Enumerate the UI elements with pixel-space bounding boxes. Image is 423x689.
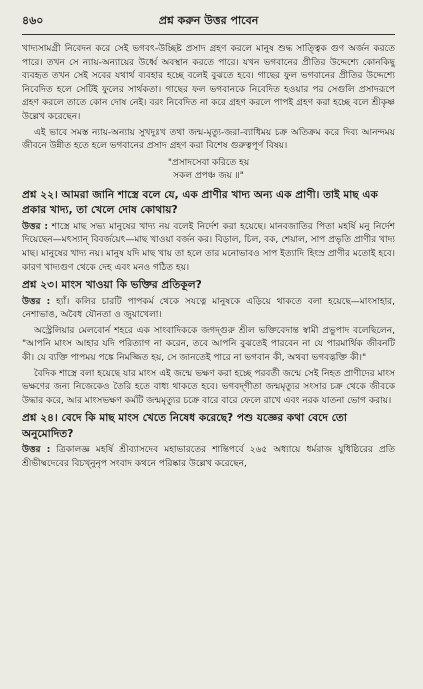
paragraph-prasad: খাদ্যসামগ্রী নিবেদন করে সেই ভগবৎ-উচ্ছিষ্ট প্রসাদ গ্রহণ করলে মানুষ শুদ্ধ সাত্ত্বিক গুণ অর্জন করতে পারে। তখন সে ন্যায়-অন্যায়ের উর্ধ্বে অবস্থান করতে পারে। যখন ভগবানের প্রীতির উদ্দেশ্যে কোনকিছু ব্যবহৃত তখন সেই সবের যথার্থ ব্যবহার হচ্ছে বলেই বুঝতে হবে। গাছের ফুল ভগবানের প্রীতির উদ্দেশ্যে নিবেদিত হলে সেটিই ফুলের সার্থকতা। গাছের ফল ভগবানকে নিবেদিত হওয়ার পর সেগুলি প্রসাদরূপে গ্রহণ করলে তাতে কোন দোষ নেই। বরং নিবেদিত না করে গ্রহণ করলে পাপই গ্রহণ করা হচ্ছে বলে শ্রীকৃষ্ণ উল্লেখ করেছেন। (22, 44, 395, 122)
question-24 (22, 411, 395, 442)
answer-24-label: উত্তর : (22, 445, 51, 456)
answer-22-label: উত্তর : (22, 221, 49, 232)
page-number: ৪৬০ (22, 13, 44, 27)
paragraph-prasad-importance: এই ভাবে সমস্ত ন্যায়-অন্যায় সুখদুঃখ তথা জন্ম-মৃত্যু-জরা-ব্যাধিময় চক্র অতিক্রম করে দিব্য আনন্দময় জীবনে উন্নীত হতে হলে ভগবানের প্রসাদ গ্রহণ করা বিশেষ গুরুত্বপূর্ণ বিষয়। (22, 127, 395, 152)
question-22-text: আমরা জানি শাস্ত্রে বলে যে, এক প্রাণীর খাদ্য অন্য এক প্রাণী। তাই মাছ এক প্রকার খাদ্য, তা খেলে দোষ কোথায়? (22, 188, 378, 217)
page-body (22, 43, 395, 472)
question-23-label: প্রশ্ন ২৩। (22, 279, 58, 292)
question-22 (22, 188, 395, 219)
answer-23 (22, 296, 395, 323)
question-24-label: প্রশ্ন ২৪। (22, 412, 58, 425)
answer-24 (22, 444, 395, 471)
answer-24-text: ত্রিকালজ্ঞ মহর্ষি শ্রীব্যাসদেব মহাভারতের শান্তিপর্বে ২৬৫ অধ্যায়ে ধর্মরাজ যুধিষ্ঠিরের প্রতি শ্রীভীষ্মদেবের বিচখ্নুনৃপ সংবাদ কথনে পরিষ্কার উল্লেখ করেছেন, (22, 445, 395, 469)
answer-22-text: শাস্ত্রে মাছ সভ্য মানুষের খাদ্য নয় বলেই নির্দেশ করা হয়েছে। মানবজাতির পিতা মহর্ষি মনু নির্দেশ দিয়েছেন—মৎস্যান্‌ বিবর্জয়েৎ—মাছ খাওয়া বর্জন কর। বিড়াল, চিল, বক, শেয়াল, সাপ প্রভৃতি প্রাণীর খাদ্য মাছ। মানুষের খাদ্য নয়। মানুষ যদি মাছ খায় তা হলে তার মনোভাবও সাপ ইত্যাদি হিংস্র প্রাণীর মতোই হবে। কারণ খাদ্যগুণ থেকে দেহ এবং মনও গঠিত হয়। (22, 221, 395, 273)
question-23-text: মাংস খাওয়া কি ভক্তির প্রতিকূল? (57, 279, 202, 292)
verse-line-1: "প্রসাদসেবা করিতে হয় (167, 157, 250, 168)
paragraph-prabhupada-quote: অস্ট্রেলিয়ার মেলবোর্ন শহরে এক সাংবাদিককে জগদ্‌গুরু শ্রীল ভক্তিবেদান্ত স্বামী প্রভুপাদ বলেছিলেন, "আপনি মাংস আহার যদি পরিত্যাগ না করেন, তবে আপনি বুঝতেই পারবেন না যে পারমার্থিক জীবনটি কী। যে ব্যক্তি পাপময় পঙ্কে নিমজ্জিত হয়, সে জানতেই পারে না ভগবান কী, অথবা ভগবদ্ভক্তি কী।" (22, 325, 395, 363)
header-divider (22, 34, 395, 35)
question-24-text: বেদে কি মাছ মাংস খেতে নিষেধ করেছে? পশু যজ্ঞের কথা বেদে তো অনুমোদিত? (22, 412, 347, 440)
verse-quote (22, 157, 395, 184)
verse-line-2: সকল প্রপঞ্চ জয় ॥" (173, 171, 244, 182)
question-23 (22, 278, 395, 294)
paragraph-vedic-scripture: বৈদিক শাস্ত্রে বলা হয়েছে যার মাংস এই জন্মে ভক্ষণ করা হচ্ছে পরবর্তী জন্মে সেই নিহত প্রাণীদের মাংস ভক্ষণের জন্য নিজেকেও তৈরি হতে বাধ্য থাকতে হবে। ভগবদ্‌গীতা জন্মমৃত্যুর সংসার চক্র থেকে জীবকে উদ্ধার করে, আর মাংসভক্ষণ কর্মটি জন্মমৃত্যুর চক্রে বারে বারে ফেলে রাখে এবং নরক যাতনা ভোগ করায়। (22, 368, 395, 406)
question-22-label: প্রশ্ন ২২। (22, 188, 58, 201)
answer-23-label: উত্তর : (22, 296, 51, 307)
answer-22 (22, 221, 395, 275)
page-header (22, 10, 395, 32)
answer-23-text: হ্যাঁ। কলির চারটি পাপকর্ম থেকে সযত্নে মানুষকে এড়িয়ে থাকতে বলা হয়েছে—মাংসাহার, নেশাভাঙ, অবৈধ যৌনতা ও জুয়াখেলা। (22, 296, 395, 321)
running-title: প্রশ্ন করুন উত্তর পাবেন (158, 13, 259, 27)
